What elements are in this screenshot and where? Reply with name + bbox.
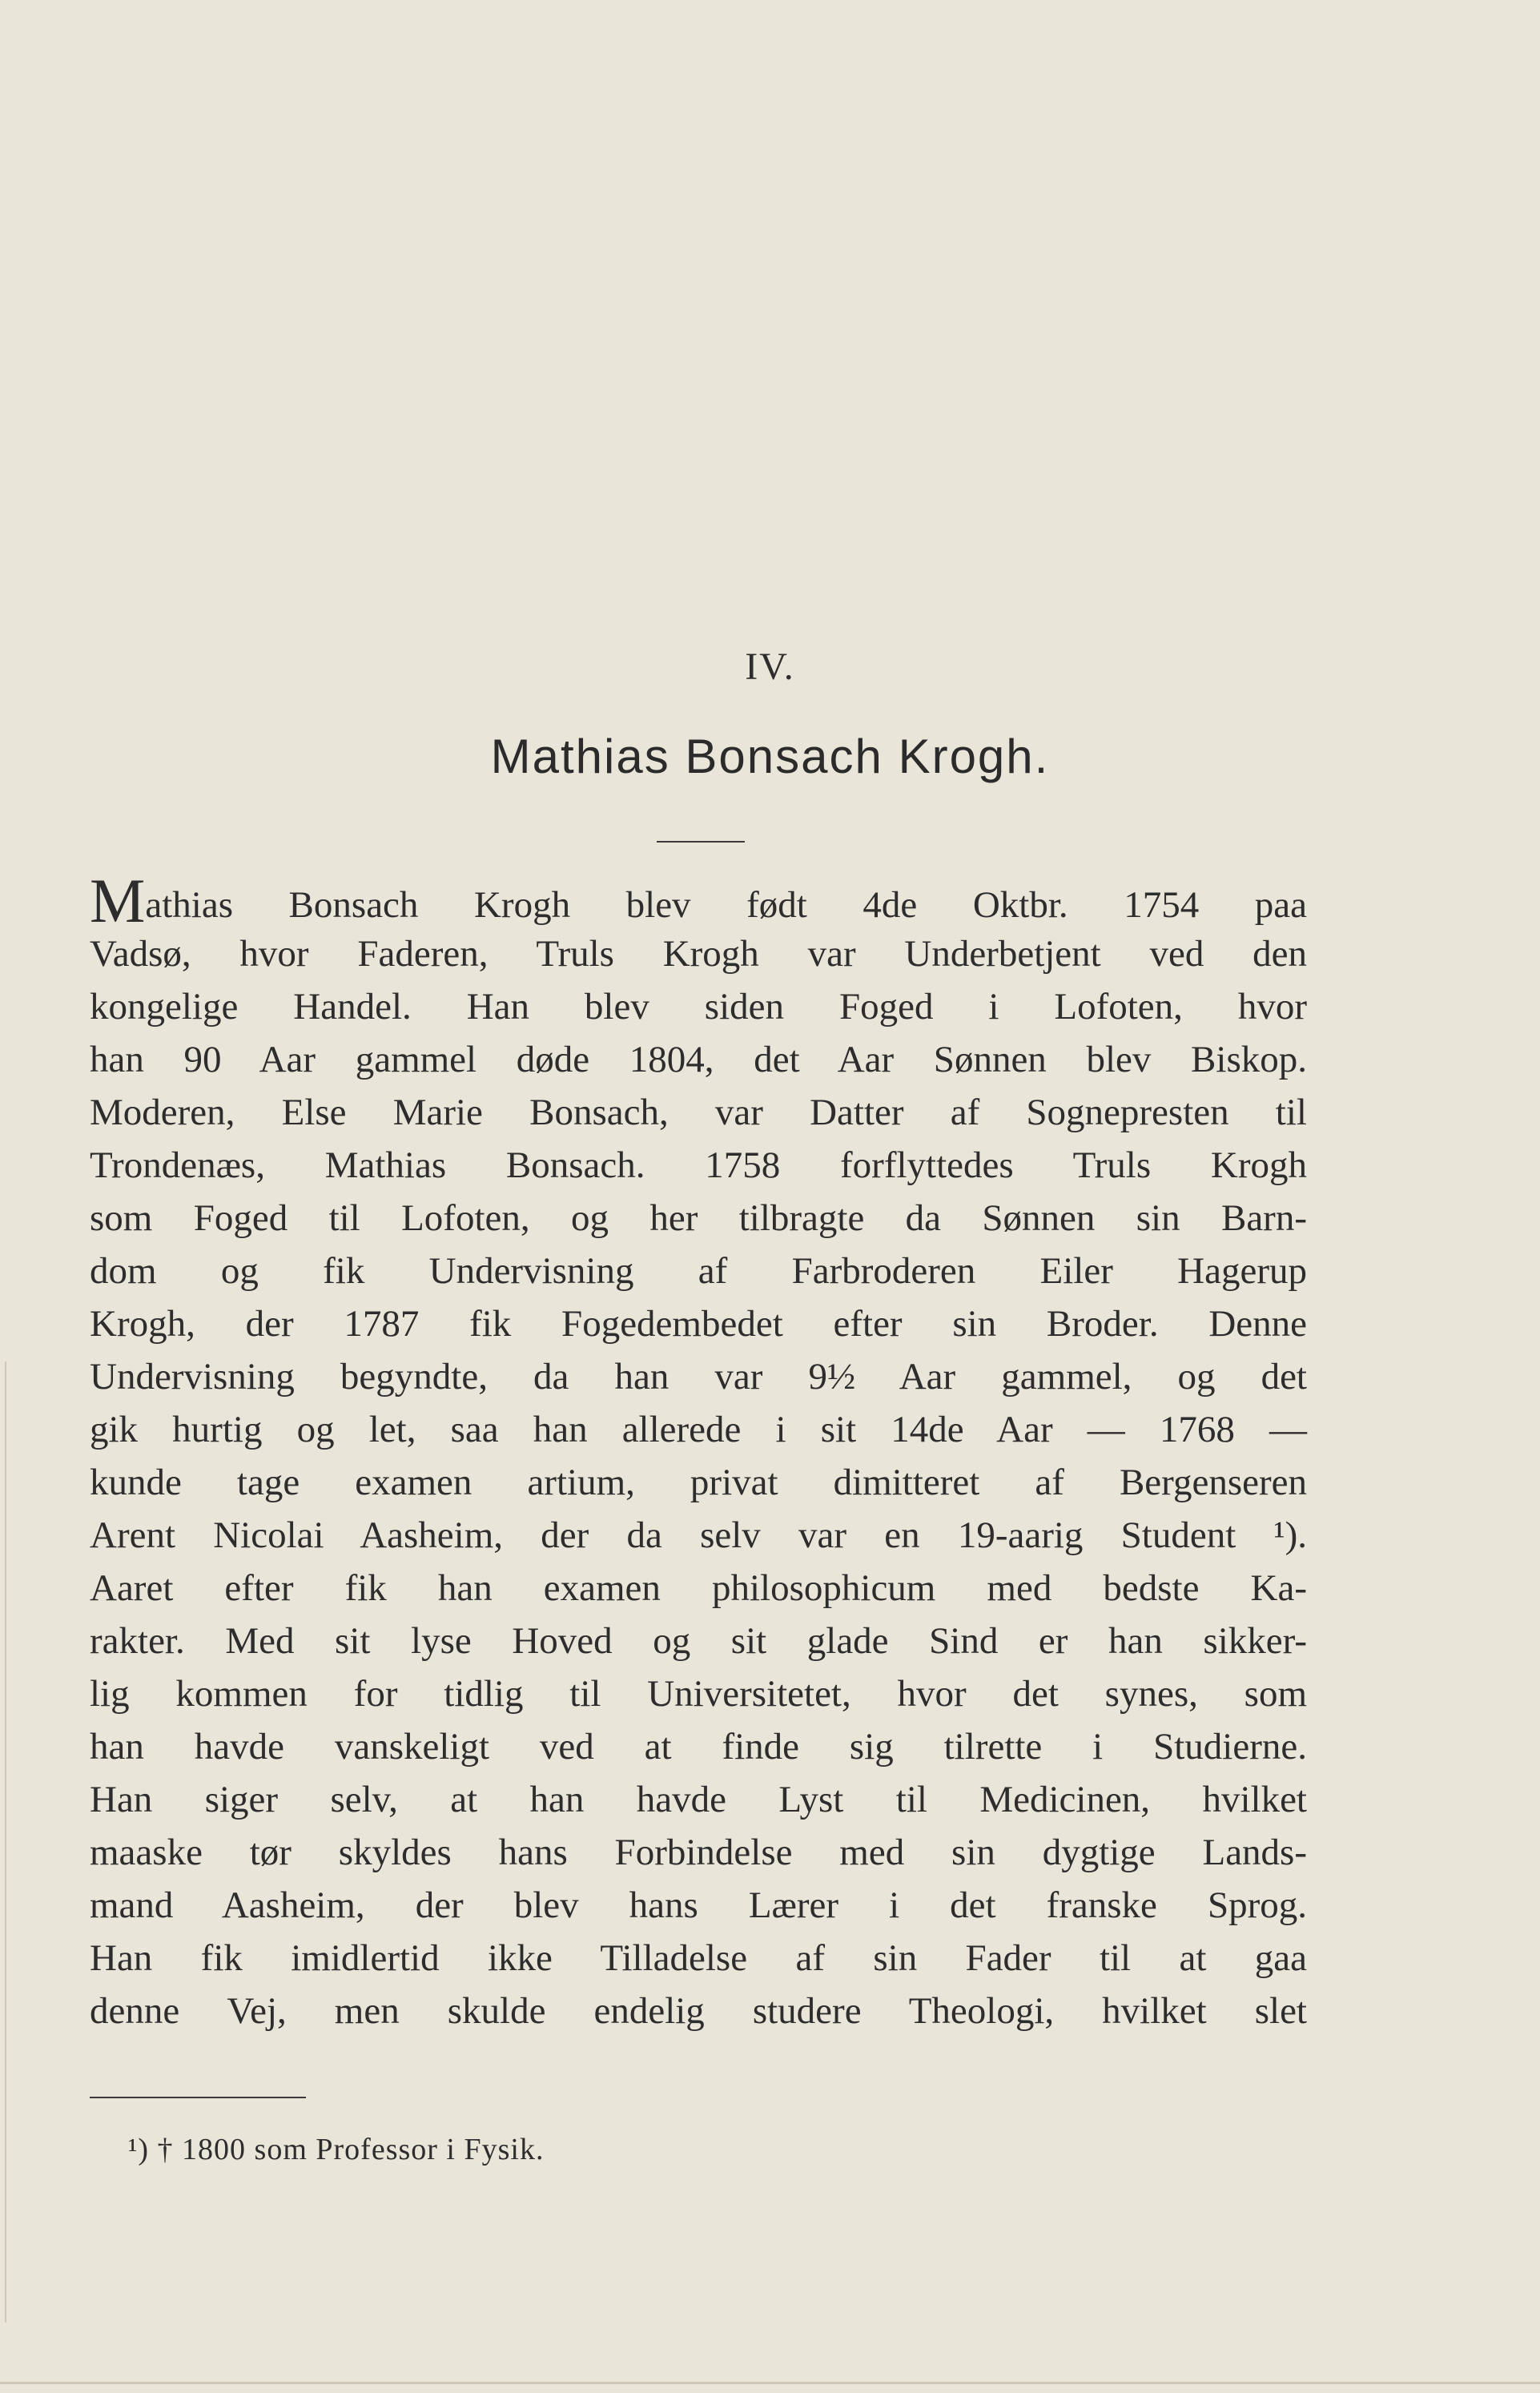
chapter-title: Mathias Bonsach Krogh. bbox=[490, 730, 1050, 783]
text-line: Han fik imidlertid ikke Tilladelse af sin Fader til at gaa bbox=[90, 1937, 1307, 1979]
body-text bbox=[90, 866, 1307, 2037]
drop-capital: M bbox=[90, 866, 146, 935]
text-line: Mathias Bonsach Krogh blev født 4de Oktbr. 1754 paa bbox=[90, 866, 1307, 935]
text-line: Krogh, der 1787 fik Fogedembedet efter sin Broder. Denne bbox=[90, 1303, 1307, 1345]
page-bottom-edge bbox=[0, 2382, 1540, 2384]
text-line: han 90 Aar gammel døde 1804, det Aar Sønnen blev Biskop. bbox=[90, 1039, 1307, 1080]
text-line: kongelige Handel. Han blev siden Foged i Lofoten, hvor bbox=[90, 986, 1307, 1028]
text-line: gik hurtig og let, saa han allerede i sit 14de Aar — 1768 — bbox=[90, 1409, 1307, 1450]
text-line: mand Aasheim, der blev hans Lærer i det franske Sprog. bbox=[90, 1884, 1307, 1926]
footnote: ¹) † 1800 som Professor i Fysik. bbox=[128, 2133, 545, 2166]
text-line: kunde tage examen artium, privat dimitteret af Bergenseren bbox=[90, 1462, 1307, 1503]
text-line: maaske tør skyldes hans Forbindelse med sin dygtige Lands- bbox=[90, 1832, 1307, 1873]
footnote-divider bbox=[90, 2097, 306, 2098]
text-line: denne Vej, men skulde endelig studere Theologi, hvilket slet bbox=[90, 1990, 1307, 2032]
title-divider bbox=[657, 841, 745, 843]
text-line: dom og fik Undervisning af Farbroderen Eiler Hagerup bbox=[90, 1250, 1307, 1292]
text-line: lig kommen for tidlig til Universitetet, hvor det synes, som bbox=[90, 1673, 1307, 1715]
text-line: Vadsø, hvor Faderen, Truls Krogh var Underbetjent ved den bbox=[90, 933, 1307, 975]
text-line: Han siger selv, at han havde Lyst til Medicinen, hvilket bbox=[90, 1779, 1307, 1820]
chapter-number: IV. bbox=[745, 646, 795, 688]
page-edge-shadow bbox=[5, 1361, 6, 2323]
text-line: Arent Nicolai Aasheim, der da selv var en 19-aarig Student ¹). bbox=[90, 1514, 1307, 1556]
text-line: Aaret efter fik han examen philosophicum med bedste Ka- bbox=[90, 1567, 1307, 1609]
text-line: Undervisning begyndte, da han var 9½ Aar gammel, og det bbox=[90, 1356, 1307, 1398]
text-line: rakter. Med sit lyse Hoved og sit glade Sind er han sikker- bbox=[90, 1620, 1307, 1662]
text-line: Moderen, Else Marie Bonsach, var Datter af Sognepresten til bbox=[90, 1092, 1307, 1133]
text-line: Trondenæs, Mathias Bonsach. 1758 forflyttedes Truls Krogh bbox=[90, 1144, 1307, 1186]
text-line: han havde vanskeligt ved at finde sig tilrette i Studierne. bbox=[90, 1726, 1307, 1768]
text-line: som Foged til Lofoten, og her tilbragte da Sønnen sin Barn- bbox=[90, 1197, 1307, 1239]
